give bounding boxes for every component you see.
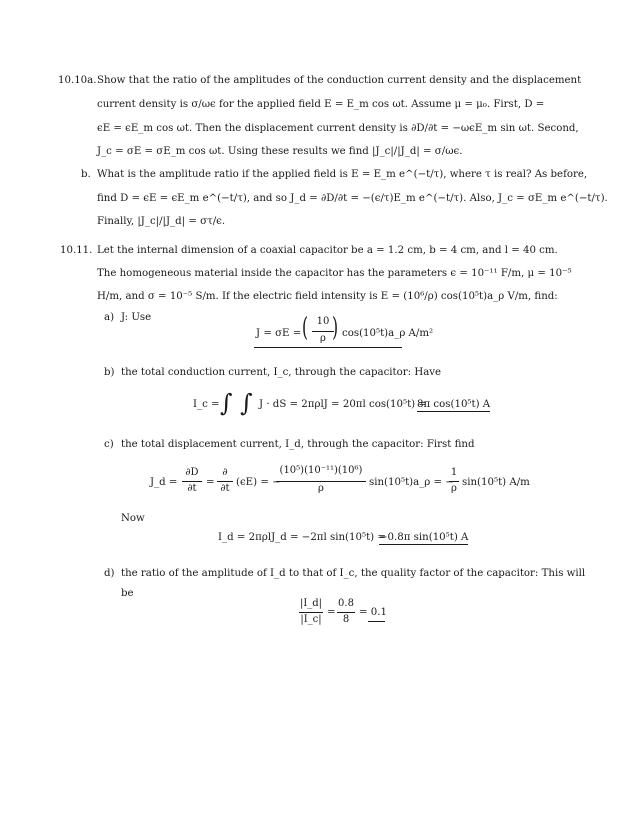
problem-text-line: Show that the ratio of the amplitudes of the conduction current density and the displacement	[97, 75, 582, 86]
problem-text-line: J_c = σE = σE_m cos ωt. Using these results we find |J_c|/|J_d| = σ/ωϵ.	[97, 146, 463, 157]
problem-text-line: What is the amplitude ratio if the applied field is E = E_m e^(−t/τ), where τ is real? As before,	[97, 169, 588, 180]
fraction-denominator: |I_c|	[300, 614, 322, 625]
fraction-bar	[312, 331, 334, 332]
fraction-numerator: (10⁵)(10⁻¹¹)(10⁶)	[279, 465, 363, 476]
problem-text-line: Finally, |J_c|/|J_d| = στ/ϵ.	[97, 216, 226, 227]
problem-text-line: current density is σ/ωϵ for the applied field E = E_m cos ωt. Assume μ = μ₀. First, D =	[97, 99, 545, 110]
now-label: Now	[121, 513, 145, 524]
fraction-numerator: |I_d|	[299, 598, 323, 609]
equation-c-rhs: sin(10⁵t) A/m	[462, 477, 530, 488]
equation-now-lhs: I_d = 2πρlJ_d = −2πl sin(10⁵t) =	[218, 532, 386, 543]
equation-b-answer: 8π cos(10⁵t) A	[417, 399, 491, 410]
part-c-text: the total displacement current, I_d, through the capacitor: First find	[121, 439, 475, 450]
problem-text-line: find D = ϵE = ϵE_m e^(−t/τ), and so J_d = ∂D/∂t = −(ϵ/τ)E_m e^(−t/τ). Also, J_c = σE_m e^(−t/τ).	[97, 193, 608, 204]
part-d-text: the ratio of the amplitude of I_d to that of I_c, the quality factor of the capacitor: This will	[121, 568, 586, 579]
fraction-bar	[299, 612, 323, 613]
equation-a-rhs: cos(10⁵t)a_ρ A/m²	[342, 328, 434, 339]
equation-c-lhs: J_d =	[150, 477, 178, 488]
right-paren: )	[332, 313, 339, 343]
fraction-numerator: 0.8	[338, 598, 354, 609]
problem-text-line: The homogeneous material inside the capacitor has the parameters ϵ = 10⁻¹¹ F/m, μ = 10⁻⁵	[97, 268, 572, 279]
fraction-bar	[449, 481, 459, 482]
part-d-label: d)	[104, 568, 115, 579]
part-d-text: be	[121, 588, 134, 599]
fraction-bar	[217, 481, 233, 482]
equals-sign: =	[206, 477, 215, 488]
integral-sign: ∫ ∫	[220, 389, 253, 417]
fraction-denominator: ρ	[451, 483, 457, 494]
equation-d-answer: = 0.1	[359, 607, 387, 618]
equation-now-answer: −0.8π sin(10⁵t) A	[379, 532, 469, 543]
part-a-text: J: Use	[121, 312, 152, 323]
fraction-bar	[182, 481, 202, 482]
fraction-numerator: ∂D	[185, 467, 199, 478]
problem-text-line: Let the internal dimension of a coaxial capacitor be a = 1.2 cm, b = 4 cm, and l = 40 cm.	[97, 245, 558, 256]
equation-a-numerator: 10	[316, 316, 330, 327]
left-paren: (	[302, 313, 309, 343]
problem-text-line: H/m, and σ = 10⁻⁵ S/m. If the electric field intensity is E = (10⁶/ρ) cos(10⁵t)a_ρ V/m, find:	[97, 291, 558, 302]
answer-underline	[368, 621, 385, 622]
part-a-label: a)	[104, 312, 115, 323]
fraction-denominator: ∂t	[220, 483, 230, 494]
equation-b-mid: J · dS = 2πρlJ = 20πl cos(10⁵t) =	[259, 399, 427, 410]
equation-b-lhs: I_c =	[193, 399, 220, 410]
fraction-denominator: ρ	[318, 483, 324, 494]
equation-a-denominator: ρ	[320, 333, 326, 344]
equation-c-mid: (ϵE) = −	[236, 477, 281, 488]
fraction-bar	[337, 612, 355, 613]
part-b-text: the total conduction current, I_c, through the capacitor: Have	[121, 367, 442, 378]
equals-sign: =	[327, 607, 336, 618]
answer-underline	[254, 347, 402, 348]
part-c-label: c)	[104, 439, 114, 450]
problem-text-line: ϵE = ϵE_m cos ωt. Then the displacement current density is ∂D/∂t = −ωϵE_m sin ωt. Second,	[97, 123, 579, 134]
problem-number-10-11: 10.11.	[60, 245, 93, 256]
part-b-label: b)	[104, 367, 115, 378]
fraction-numerator: ∂	[222, 467, 228, 478]
problem-number-10-10a: 10.10a.	[58, 75, 97, 86]
problem-number-b: b.	[81, 169, 91, 180]
equation-c-mid2: sin(10⁵t)a_ρ = −	[369, 477, 454, 488]
fraction-bar	[276, 481, 366, 482]
fraction-numerator: 1	[450, 467, 458, 478]
fraction-denominator: 8	[342, 614, 350, 625]
fraction-denominator: ∂t	[187, 483, 197, 494]
equation-a-lhs: J = σE =	[256, 328, 302, 339]
